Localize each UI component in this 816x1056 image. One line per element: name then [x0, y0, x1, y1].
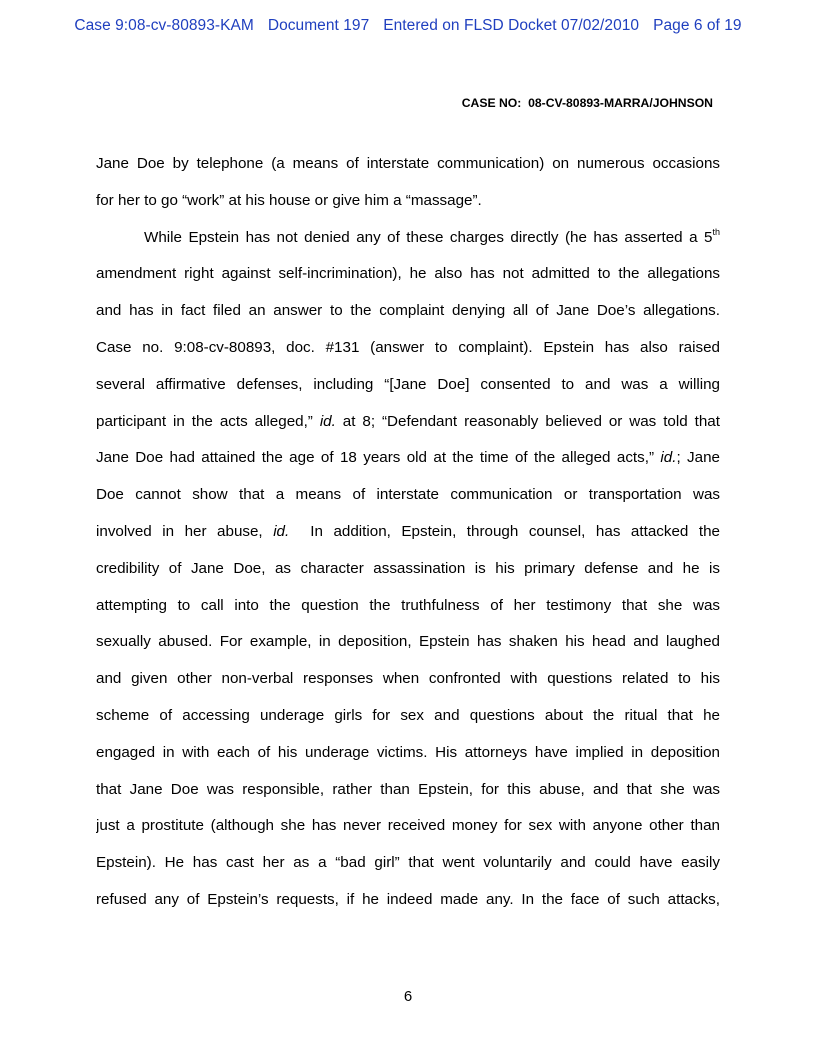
text-line: Epstein). He has cast her as a “bad girl” that went voluntarily and could have easily — [96, 854, 720, 872]
filing-entered-date: Entered on FLSD Docket 07/02/2010 — [383, 17, 640, 34]
text-line: Doe cannot show that a means of interstate communication or transportation was — [96, 486, 720, 504]
text-line: refused any of Epstein’s requests, if he indeed made any. In the face of such attacks, — [96, 890, 720, 908]
text-run: While Epstein has not denied any of these charges directly (he has asserted a 5 — [144, 228, 713, 246]
citation-italic: id. — [273, 522, 290, 540]
filing-case-number: Case 9:08-cv-80893-KAM — [74, 17, 254, 34]
text-line: engaged in with each of his underage victims. His attorneys have implied in deposition — [96, 743, 720, 761]
text-line: scheme of accessing underage girls for sex and questions about the ritual that he — [96, 706, 720, 724]
text-line: that Jane Doe was responsible, rather than Epstein, for this abuse, and that she was — [96, 780, 720, 798]
text-line: for her to go “work” at his house or give him a “massage”. — [96, 191, 482, 209]
filing-header — [0, 17, 816, 35]
body-text — [96, 146, 720, 919]
text-run: In addition, Epstein, through counsel, has attacked the — [310, 522, 720, 540]
text-line: amendment right against self-incrimination), he also has not admitted to the allegations — [96, 265, 720, 283]
citation-italic: id. — [319, 412, 336, 430]
text-line — [96, 440, 720, 477]
text-run: involved in her abuse, — [96, 522, 263, 540]
text-run: ; Jane — [676, 449, 720, 467]
filing-document-number: Document 197 — [267, 17, 370, 34]
text-run: participant in the acts alleged,” — [96, 412, 313, 430]
text-line — [96, 404, 720, 441]
text-line: Case no. 9:08-cv-80893, doc. #131 (answer to complaint). Epstein has also raised — [96, 338, 720, 356]
text-line: and given other non-verbal responses when confronted with questions related to his — [96, 670, 720, 688]
page-number: 6 — [403, 988, 413, 1005]
text-line: several affirmative defenses, including “[Jane Doe] consented to and was a willing — [96, 375, 720, 393]
text-run: Jane Doe had attained the age of 18 years old at the time of the alleged acts,” — [96, 449, 655, 467]
text-line — [96, 514, 720, 551]
text-line: and has in fact filed an answer to the complaint denying all of Jane Doe’s allegations. — [96, 302, 720, 320]
filing-page-count: Page 6 of 19 — [653, 17, 742, 34]
text-line: Jane Doe by telephone (a means of interstate communication) on numerous occasions — [96, 155, 720, 172]
case-number-caption: CASE NO: 08-CV-80893-MARRA/JOHNSON — [461, 96, 713, 110]
superscript: th — [712, 226, 720, 237]
text-line — [96, 220, 720, 257]
text-line: attempting to call into the question the truthfulness of her testimony that she was — [96, 596, 720, 614]
text-line: just a prostitute (although she has never received money for sex with anyone other than — [96, 817, 720, 835]
citation-italic: id. — [660, 449, 677, 467]
text-line: credibility of Jane Doe, as character assassination is his primary defense and he is — [96, 559, 720, 577]
text-run: at 8; “Defendant reasonably believed or was told that — [342, 412, 720, 430]
text-line: sexually abused. For example, in deposition, Epstein has shaken his head and laughed — [96, 633, 720, 651]
